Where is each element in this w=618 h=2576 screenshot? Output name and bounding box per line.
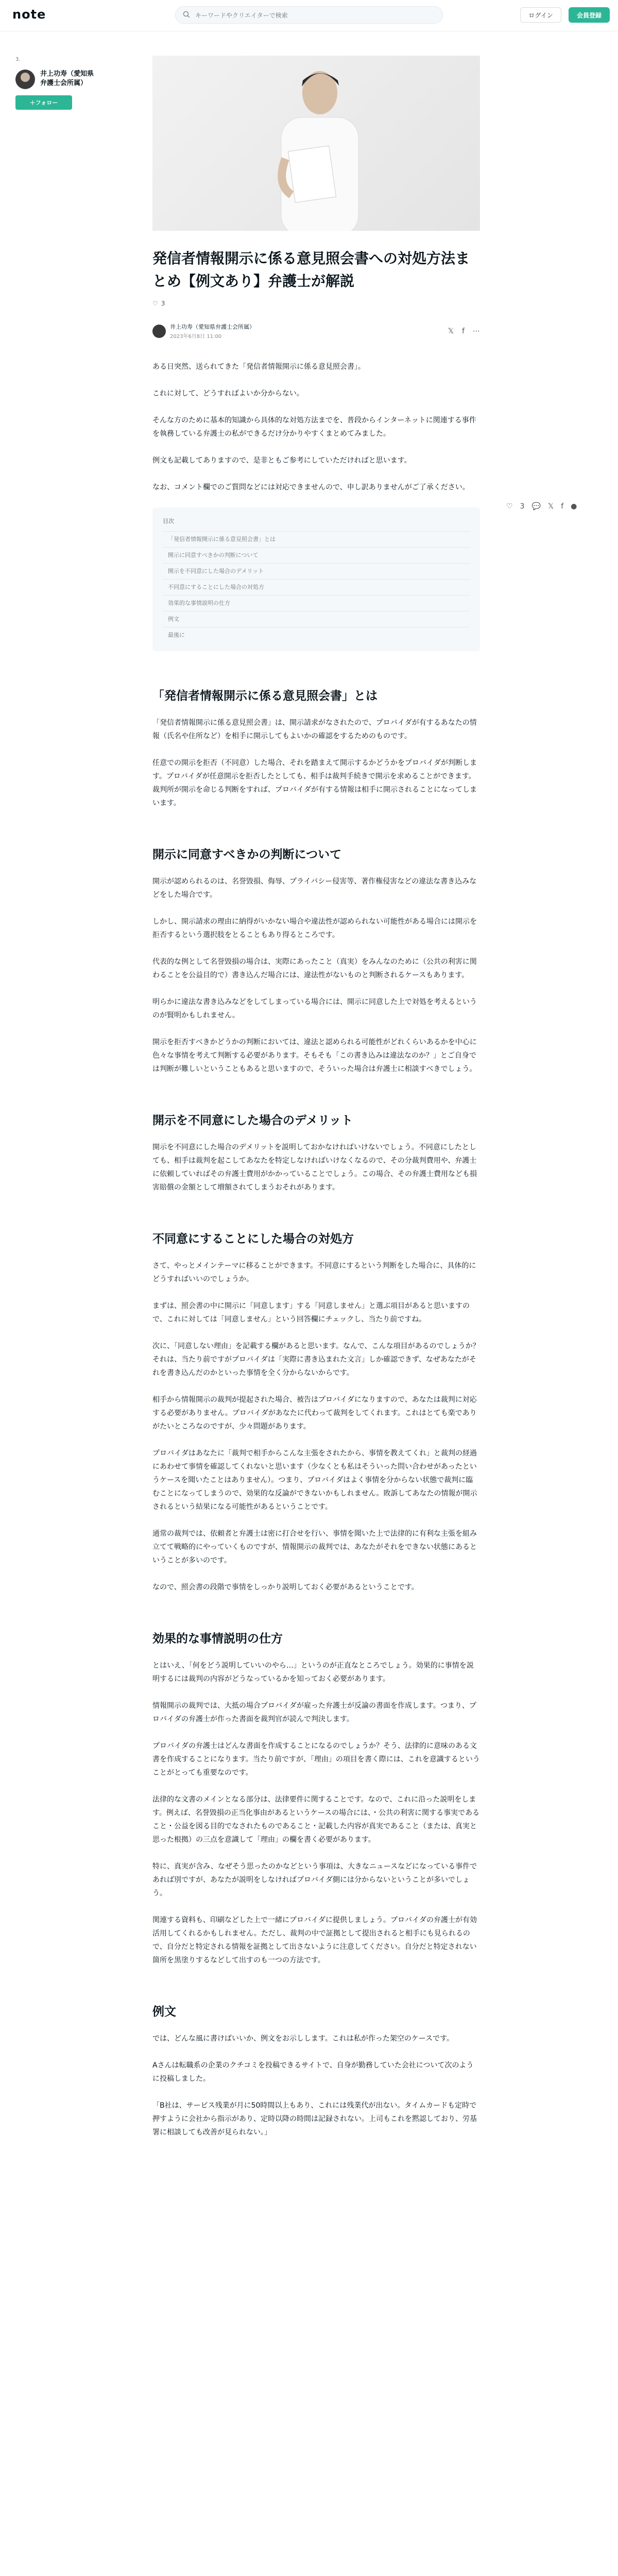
more-icon[interactable]: ⋯ bbox=[473, 327, 480, 335]
line-share-icon[interactable]: ● bbox=[571, 502, 577, 511]
intro-section bbox=[152, 360, 480, 494]
facebook-share-icon[interactable]: f bbox=[561, 502, 564, 511]
section-paragraph: 関連する資料も、印刷などした上で一緒にプロバイダに提供しましょう。プロバイダの弁護士が有効活用してくれるかもしれません。ただし、裁判の中で証拠として提出されると相手にも見られるので、自分だと特定される情報を証拠として出さないように注意してください。自分だと特定されない箇所を黒塗りするなどして出すのも一つの方法です。 bbox=[152, 1916, 477, 1964]
section-paragraph: プロバイダはあなたに「裁判で相手からこんな主張をされたから、事情を教えてくれ」と裁判の経過にあわせて事情を確認してくれないと思います（少なくとも私はそういった問い合わせがあったというケースを聞いたことはありません）。つまり、プロバイダはよく事情を分からない状態で裁判に臨むことになってしまうので、効果的な反論ができないかもしれません。敗訴してあなたの情報が開示されるという結果になる可能性があるということです。 bbox=[152, 1449, 477, 1511]
facebook-icon[interactable]: f bbox=[462, 327, 465, 335]
x-share-icon[interactable]: 𝕏 bbox=[547, 502, 554, 511]
side-share-bar bbox=[506, 502, 577, 511]
section-paragraph: 開示を不同意にした場合のデメリットを説明しておかなければいけないでしょう。不同意にしたとしても、相手は裁判を起こしてあなたを特定しなければいけなくなるので、その分裁判費用や、弁護士に依頼していればその弁護士費用がかかっていることでしょう。この場合、その弁護士費用なども損害賠償の金額として増額されてしまうおそれがあります。 bbox=[152, 1143, 477, 1192]
section-paragraph: 通常の裁判では、依頼者と弁護士は密に打合せを行い、事情を聞いた上で法律的に有利な主張を組み立てて戦略的にやっていくものですが、情報開示の裁判では、あなたがそれをできない状態にあるということが多いのです。 bbox=[152, 1530, 477, 1565]
table-of-contents bbox=[152, 507, 480, 651]
section-paragraph: 開示が認められるのは、名誉毀損、侮辱、プライバシー侵害等、著作権侵害などの違法な書き込みなどをした場合です。 bbox=[152, 877, 477, 899]
hero-image bbox=[152, 56, 480, 231]
top-header bbox=[0, 0, 618, 31]
section-paragraph: さて、やっとメインテーマに移ることができます。不同意にするという判断をした場合に、具体的にどうすればいいのでしょうか。 bbox=[152, 1262, 476, 1283]
section-paragraph: 法律的な文書のメインとなる部分は、法律要件に関することです。なので、これに沿った説明をします。例えば、名誉毀損の正当化事由があるというケースの場合には、・公共の利害に関する事実であること・公益を図る目的でなされたものであること・記載した内容が真実であること（または、真実と思った根拠）の三点を意識して「理由」の欄を書く必要があります。 bbox=[152, 1795, 480, 1844]
section-paragraph: しかし、開示請求の理由に納得がいかない場合や違法性が認められない可能性がある場合には開示を拒否するという選択肢をとることもあり得るところです。 bbox=[152, 918, 477, 939]
toc-item[interactable]: 効果的な事情説明の仕方 bbox=[163, 595, 470, 611]
section-paragraph: 「B社は、サービス残業が月に50時間以上もあり、これには残業代が出ない。タイムカードも定時で押すように会社から指示があり、定時以降の時間は記録されない。上司もこれを黙認しており、労基署に相談しても改善が見られない。」 bbox=[152, 2102, 477, 2137]
section-paragraph: 相手から情報開示の裁判が提起された場合、被告はプロバイダになりますので、あなたは裁判に対応する必要がありません。プロバイダがあなたに代わって裁判をしてくれます。これはとても楽でありがたいところなのですが、少々問題があります。 bbox=[152, 1396, 477, 1431]
intro-paragraph: ある日突然、送られてきた「発信者情報開示に係る意見照会書」。 bbox=[152, 363, 365, 371]
section-heading: 「発信者情報開示に係る意見照会書」とは bbox=[152, 689, 377, 703]
intro-paragraph: なお、コメント欄でのご質問などには対応できませんので、申し訳ありませんがご了承ください。 bbox=[152, 483, 470, 492]
side-like-count: 3 bbox=[520, 502, 525, 511]
article-body bbox=[152, 247, 480, 2153]
signup-button[interactable]: 会員登録 bbox=[569, 7, 610, 23]
search-icon bbox=[183, 11, 190, 18]
x-icon[interactable]: 𝕏 bbox=[448, 327, 454, 335]
author-avatar[interactable] bbox=[152, 325, 166, 338]
section-paragraph: 開示を拒否すべきかどうかの判断においては、違法と認められる可能性がどれくらいあるかを中心に色々な事情を考えて判断する必要があります。そもそも「この書き込みは違法なのか？」とご自身では判断が難しいということもあると思いますので、そういった場合は弁護士に相談すべきでしょう。 bbox=[152, 1038, 477, 1073]
section-paragraph: Aさんは転職系の企業のクチコミを投稿できるサイトで、自身が勤務していた会社について次のように投稿しました。 bbox=[152, 2061, 474, 2083]
toc-item[interactable]: 不同意にすることにした場合の対処方 bbox=[163, 579, 470, 595]
author-name[interactable]: 井上功寿（愛知県弁護士会所属） bbox=[170, 324, 255, 330]
section-paragraph: 代表的な例として名誉毀損の場合は、実際にあったこと（真実）をみんなのために（公共の利害に関わることを公益目的で）書き込んだ場合には、違法性がないものと判断されるケースもあります。 bbox=[152, 958, 477, 979]
section-paragraph: プロバイダの弁護士はどんな書面を作成することになるのでしょうか？そう、法律的に意味のある文書を作成することになります。当たり前ですが、「理由」の項目を書く際には、これを意識するということがとっても重要なのです。 bbox=[152, 1742, 480, 1777]
creator-label: 3. bbox=[15, 57, 21, 62]
creator-name[interactable]: 井上功寿（愛知県弁護士会所属） bbox=[40, 70, 94, 87]
section-paragraph: では、どんな風に書けばいいか、例文をお示しします。これは私が作った架空のケースです。 bbox=[152, 2035, 454, 2043]
section-paragraph: まずは、照会書の中に開示に「同意します」する「同意しません」と選ぶ項目があると思いますので、これに対しては「同意しません」という回答欄にチェックし、当たり前ですね。 bbox=[152, 1302, 470, 1324]
section-heading: 不同意にすることにした場合の対処方 bbox=[152, 1232, 354, 1246]
like-count: 3 bbox=[161, 300, 165, 307]
section-paragraph: 任意での開示を拒否（不同意）した場合、それを踏まえて開示するかどうかをプロバイダが判断します。プロバイダが任意開示を拒否したとしても、相手は裁判手続きで開示を求めることができます。裁判所が開示を命じる判断をすれば、プロバイダが有する情報は相手に開示されることになってしまいます。 bbox=[152, 759, 477, 807]
note-logo[interactable]: note bbox=[12, 7, 46, 22]
toc-item[interactable]: 開示に同意すべきかの判断について bbox=[163, 547, 470, 563]
meta-share-icons bbox=[448, 327, 480, 335]
toc-item[interactable]: 開示を不同意にした場合のデメリット bbox=[163, 563, 470, 579]
section-paragraph: なので、照会書の段階で事情をしっかり説明しておく必要があるということです。 bbox=[152, 1583, 419, 1591]
section-heading: 開示を不同意にした場合のデメリット bbox=[152, 1114, 353, 1127]
section-paragraph: 情報開示の裁判では、大抵の場合プロバイダが雇った弁護士が反論の書面を作成します。つまり、プロバイダの弁護士が作った書面を裁判官が読んで判決します。 bbox=[152, 1702, 476, 1723]
section-heading: 効果的な事情説明の仕方 bbox=[152, 1632, 283, 1646]
toc-item[interactable]: 「発信者情報開示に係る意見照会書」とは bbox=[163, 531, 470, 547]
author-meta-row bbox=[152, 323, 480, 340]
intro-paragraph: 例文も記載してありますので、是非ともご参考にしていただければと思います。 bbox=[152, 456, 411, 465]
section-paragraph: とはいえ、「何をどう説明していいのやら…」というのが正直なところでしょう。効果的に事情を説明するには裁判の内容がどうなっているかを知っておく必要があります。 bbox=[152, 1662, 474, 1683]
login-button[interactable]: ログイン bbox=[520, 7, 561, 23]
toc-item[interactable]: 例文 bbox=[163, 611, 470, 627]
intro-paragraph: そんな方のために基本的知識から具体的な対処方法までを、普段からインターネットに関連する事件を執務している弁護士の私ができるだけ分かりやすくまとめてみました。 bbox=[152, 416, 476, 438]
follow-button[interactable]: ＋フォロー bbox=[15, 95, 72, 110]
comment-icon[interactable]: 💬 bbox=[531, 502, 541, 511]
section-paragraph: 次に、「同意しない理由」を記載する欄があると思います。なんで、こんな項目があるのでしょうか？それは、当たり前ですがプロバイダは「実際に書き込まれた文言」しか確認できず、なぜあなたがそれを書き込んだのかといった事情を全く分からないからです。 bbox=[152, 1342, 480, 1377]
creator-info[interactable] bbox=[15, 70, 108, 89]
section-heading: 例文 bbox=[152, 2005, 176, 2019]
toc-title: 目次 bbox=[163, 518, 174, 524]
section-paragraph: 「発信者情報開示に係る意見照会書」は、開示請求がなされたので、プロバイダが有するあなたの情報（氏名や住所など）を相手に開示してもよいかの確認をするためのものです。 bbox=[152, 719, 477, 740]
section-paragraph: 明らかに違法な書き込みなどをしてしまっている場合には、開示に同意した上で対処を考えるというのが賢明かもしれません。 bbox=[152, 998, 477, 1020]
toc-item[interactable]: 最後に bbox=[163, 627, 470, 643]
post-date: 2023年6月8日 11:00 bbox=[170, 334, 222, 340]
search-box[interactable] bbox=[175, 6, 443, 24]
like-heart-icon[interactable]: ♡ bbox=[152, 300, 158, 307]
like-row bbox=[152, 300, 480, 307]
section-paragraph: 特に、真実が含み、なぜそう思ったのかなどという事項は、大きなニュースなどになっている事件であれば別ですが、あなたが説明をしなければプロバイダ側には分からないということが多いでしょう。 bbox=[152, 1862, 477, 1897]
heart-icon[interactable]: ♡ bbox=[506, 502, 513, 511]
author-block[interactable] bbox=[152, 323, 255, 340]
person-holding-document-illustration bbox=[152, 56, 480, 231]
intro-paragraph: これに対して、どうすればよいか分からない。 bbox=[152, 389, 304, 398]
section-heading: 開示に同意すべきかの判断について bbox=[152, 848, 342, 861]
creator-panel bbox=[15, 57, 108, 110]
creator-avatar[interactable] bbox=[15, 70, 35, 89]
search-input[interactable] bbox=[194, 10, 433, 21]
article-title: 発信者情報開示に係る意見照会書への対処方法まとめ【例文あり】弁護士が解説 bbox=[152, 250, 470, 290]
